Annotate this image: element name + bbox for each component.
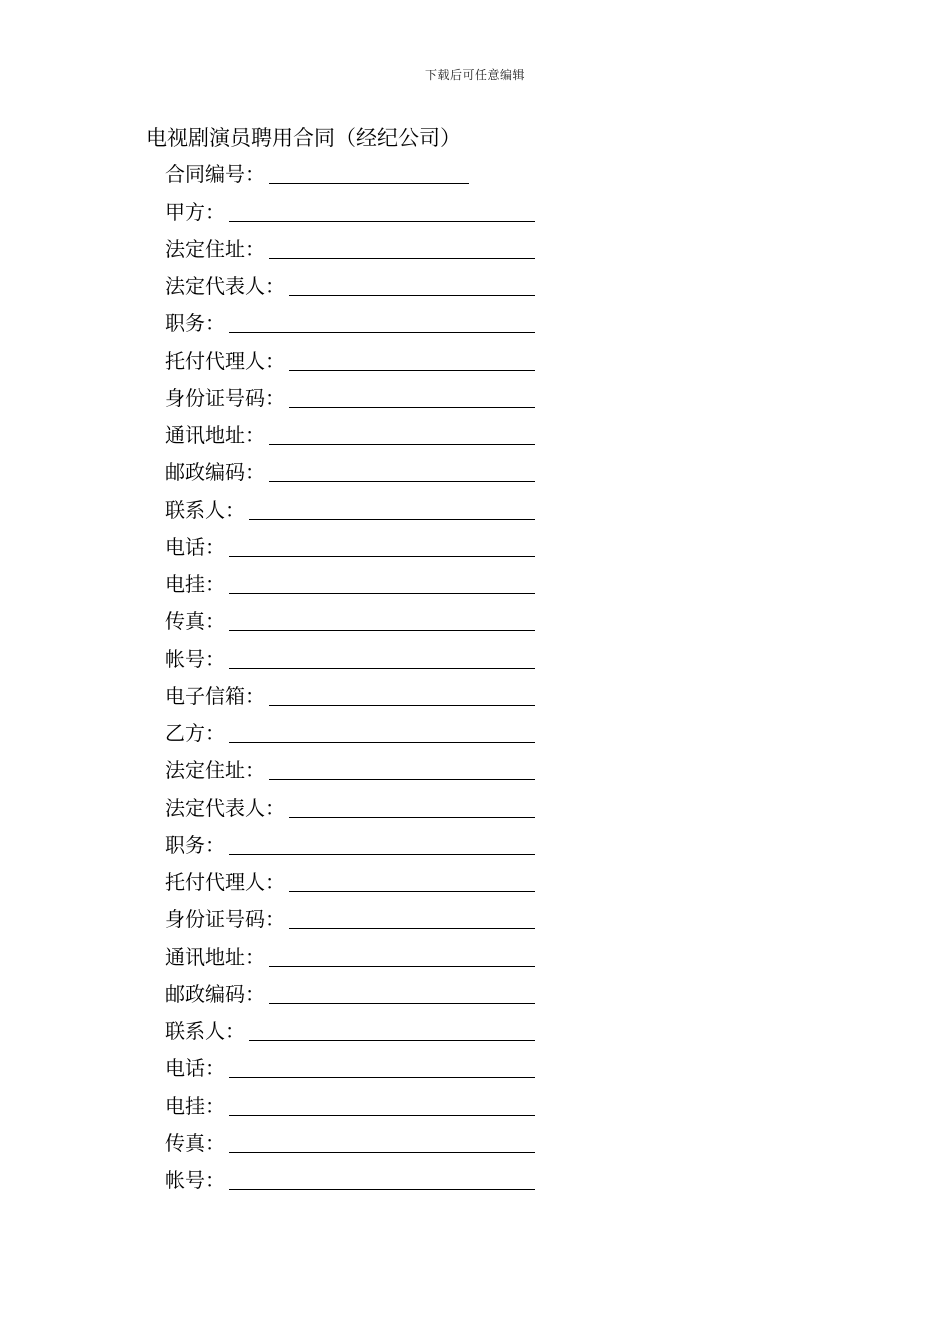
party-a-agent-blank[interactable] <box>289 350 535 371</box>
field-party-a-fax <box>165 600 535 637</box>
field-label: 甲方： <box>165 199 225 224</box>
field-contract-number <box>165 153 535 190</box>
field-label: 电子信箱： <box>165 683 265 708</box>
party-a-blank[interactable] <box>229 201 535 222</box>
field-party-a-account <box>165 637 535 674</box>
field-party-b-fax <box>165 1122 535 1159</box>
party-a-fax-blank[interactable] <box>229 610 535 631</box>
party-b-mailing-address-blank[interactable] <box>269 946 535 967</box>
field-label: 帐号： <box>165 646 225 671</box>
field-party-a-legal-rep <box>165 265 535 302</box>
field-label: 帐号： <box>165 1168 225 1192</box>
field-label: 通讯地址： <box>165 423 265 447</box>
field-label: 电挂： <box>165 572 225 596</box>
field-label: 法定代表人： <box>165 274 285 298</box>
header-note: 下载后可任意编辑 <box>424 68 525 82</box>
field-label: 职务： <box>165 832 225 857</box>
party-b-id-number-blank[interactable] <box>289 908 535 929</box>
party-a-phone-blank[interactable] <box>229 536 535 557</box>
field-label: 职务： <box>165 311 225 336</box>
field-label: 合同编号： <box>165 162 265 187</box>
field-party-a-email <box>165 675 535 712</box>
field-label: 托付代理人： <box>165 348 285 373</box>
field-label: 传真： <box>165 1130 225 1155</box>
field-label: 法定代表人： <box>165 795 285 820</box>
contract-form <box>165 153 535 1196</box>
field-label: 联系人： <box>165 497 245 522</box>
field-party-a-id-number <box>165 377 535 414</box>
field-party-b-phone <box>165 1047 535 1084</box>
field-party-a-phone <box>165 526 535 563</box>
field-party-a-postcode <box>165 451 535 488</box>
field-party-b-position <box>165 824 535 861</box>
field-party-b-mailing-address <box>165 935 535 972</box>
field-party-a-telegraph <box>165 563 535 600</box>
party-b-position-blank[interactable] <box>229 834 535 855</box>
field-party-b-telegraph <box>165 1084 535 1121</box>
party-b-blank[interactable] <box>229 722 535 743</box>
party-b-contact-blank[interactable] <box>249 1020 535 1041</box>
party-b-fax-blank[interactable] <box>229 1132 535 1153</box>
field-party-b-legal-rep <box>165 786 535 823</box>
field-label: 身份证号码： <box>165 907 285 932</box>
field-party-a-agent <box>165 339 535 376</box>
contract-number-blank[interactable] <box>269 163 469 184</box>
party-a-position-blank[interactable] <box>229 312 535 333</box>
field-label: 联系人： <box>165 1019 245 1043</box>
document-title: 电视剧演员聘用合同（经纪公司） <box>146 126 461 150</box>
field-party-a-position <box>165 302 535 339</box>
party-a-contact-blank[interactable] <box>249 499 535 520</box>
field-label: 法定住址： <box>165 236 265 261</box>
field-label: 电话： <box>165 1056 225 1081</box>
party-a-postcode-blank[interactable] <box>269 461 535 482</box>
party-b-telegraph-blank[interactable] <box>229 1095 535 1116</box>
party-b-postcode-blank[interactable] <box>269 983 535 1004</box>
party-a-account-blank[interactable] <box>229 648 535 669</box>
party-b-agent-blank[interactable] <box>289 871 535 892</box>
field-label: 通讯地址： <box>165 944 265 969</box>
field-label: 邮政编码： <box>165 460 265 485</box>
field-label: 托付代理人： <box>165 870 285 894</box>
field-party-a-contact <box>165 488 535 525</box>
field-party-a-mailing-address <box>165 414 535 451</box>
field-party-b-contact <box>165 1010 535 1047</box>
party-a-address-blank[interactable] <box>269 238 535 259</box>
party-b-legal-rep-blank[interactable] <box>289 797 535 818</box>
field-party-b-id-number <box>165 898 535 935</box>
party-a-mailing-address-blank[interactable] <box>269 424 535 445</box>
field-label: 法定住址： <box>165 758 265 783</box>
field-label: 身份证号码： <box>165 385 285 410</box>
field-party-b-address <box>165 749 535 786</box>
field-party-a-address <box>165 228 535 265</box>
field-label: 乙方： <box>165 721 225 745</box>
party-a-id-number-blank[interactable] <box>289 387 535 408</box>
field-party-b <box>165 712 535 749</box>
field-label: 电话： <box>165 534 225 559</box>
party-b-address-blank[interactable] <box>269 759 535 780</box>
field-label: 传真： <box>165 609 225 634</box>
field-party-b-account <box>165 1159 535 1196</box>
party-a-legal-rep-blank[interactable] <box>289 275 535 296</box>
field-party-a <box>165 190 535 227</box>
party-b-phone-blank[interactable] <box>229 1057 535 1078</box>
field-party-b-postcode <box>165 973 535 1010</box>
field-party-b-agent <box>165 861 535 898</box>
field-label: 电挂： <box>165 1093 225 1118</box>
party-b-account-blank[interactable] <box>229 1169 535 1190</box>
party-a-email-blank[interactable] <box>269 685 535 706</box>
party-a-telegraph-blank[interactable] <box>229 573 535 594</box>
field-label: 邮政编码： <box>165 981 265 1006</box>
